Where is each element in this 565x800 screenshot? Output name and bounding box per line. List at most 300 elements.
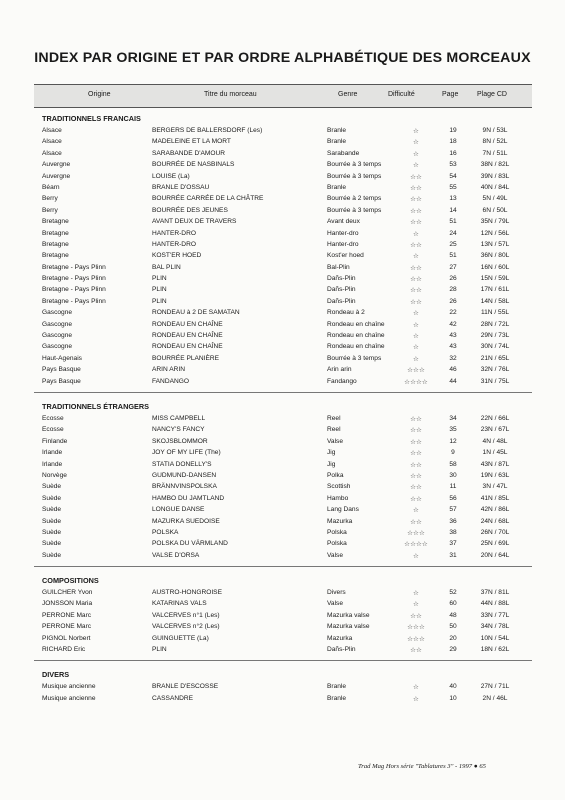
table-row — [0, 437, 565, 448]
cell-origin: Haut-Agenais — [42, 354, 82, 362]
cell-genre: Rondeau à 2 — [327, 309, 365, 317]
cell-origin: Musique ancienne — [42, 694, 96, 702]
table-row — [0, 448, 565, 459]
cell-cd: 30N / 74L — [480, 343, 510, 351]
cell-title: CASSANDRE — [152, 694, 194, 702]
cell-difficulty: ☆☆ — [410, 173, 422, 181]
cell-cd: 44N / 88L — [480, 600, 510, 608]
cell-difficulty: ☆ — [413, 150, 419, 158]
table-row — [0, 611, 565, 622]
cell-difficulty: ☆☆ — [410, 241, 422, 249]
cell-cd: 16N / 60L — [480, 263, 510, 271]
table-row — [0, 682, 565, 693]
cell-page: 43 — [449, 343, 457, 351]
cell-genre: Arin arin — [327, 366, 352, 374]
table-row — [0, 308, 565, 319]
cell-cd: 27N / 71L — [480, 683, 510, 691]
cell-difficulty: ☆☆ — [410, 461, 422, 469]
cell-title: RONDEAU EN CHAÎNE — [152, 332, 223, 340]
cell-title: GUINGUETTE (La) — [152, 634, 209, 642]
table-row — [0, 505, 565, 516]
cell-page: 60 — [449, 600, 457, 608]
cell-cd: 13N / 57L — [480, 240, 510, 248]
cell-origin: Ecosse — [42, 426, 64, 434]
cell-title: RONDEAU à 2 DE SAMATAN — [152, 309, 240, 317]
cell-title: BRÄNNVINSPOLSKA — [152, 483, 217, 491]
cell-title: BRANLE D'ESCOSSE — [152, 683, 219, 691]
table-row — [0, 297, 565, 308]
cell-difficulty: ☆☆ — [410, 472, 422, 480]
cell-difficulty: ☆☆ — [410, 219, 422, 227]
cell-page: 20 — [449, 634, 457, 642]
table-row — [0, 342, 565, 353]
cell-genre: Mazurka valse — [327, 623, 370, 631]
cell-difficulty: ☆ — [413, 333, 419, 341]
cell-difficulty: ☆ — [413, 139, 419, 147]
cell-difficulty: ☆ — [413, 507, 419, 515]
cell-title: HANTER-DRO — [152, 240, 196, 248]
cell-cd: 28N / 72L — [480, 320, 510, 328]
cell-origin: Auvergne — [42, 161, 71, 169]
cell-title: ARIN ARIN — [152, 366, 185, 374]
cell-genre: Reel — [327, 426, 341, 434]
cell-genre: Bourrée à 3 temps — [327, 354, 382, 362]
cell-origin: Suède — [42, 540, 62, 548]
cell-difficulty: ☆☆ — [410, 450, 422, 458]
cell-cd: 6N / 50L — [482, 206, 508, 214]
cell-title: MISS CAMPBELL — [152, 414, 206, 422]
cell-origin: Norvège — [42, 471, 67, 479]
cell-cd: 25N / 69L — [480, 540, 510, 548]
cell-origin: Suède — [42, 528, 62, 536]
cell-genre: Branle — [327, 683, 347, 691]
cell-page: 27 — [449, 263, 457, 271]
table-row — [0, 494, 565, 505]
cell-genre: Jig — [327, 460, 336, 468]
cell-genre: Lang Dans — [327, 506, 359, 514]
cell-title: KATARINAS VALS — [152, 600, 207, 608]
cell-page: 56 — [449, 494, 457, 502]
cell-cd: 41N / 85L — [480, 494, 510, 502]
table-row — [0, 634, 565, 645]
cell-difficulty: ☆☆ — [410, 264, 422, 272]
section-divider — [34, 392, 532, 393]
cell-difficulty: ☆ — [413, 684, 419, 692]
cell-genre: Hanter-dro — [327, 229, 359, 237]
cell-page: 35 — [449, 426, 457, 434]
section-heading-label: TRADITIONNELS ÉTRANGERS — [42, 401, 150, 411]
cell-genre: Polka — [327, 471, 344, 479]
section-heading — [0, 570, 565, 588]
cell-title: KOST'ER HOED — [152, 252, 202, 260]
cell-genre: Branle — [327, 183, 347, 191]
section-gap — [0, 562, 565, 570]
table-row — [0, 471, 565, 482]
index-table — [0, 108, 565, 705]
table-row — [0, 263, 565, 274]
cell-cd: 39N / 83L — [480, 172, 510, 180]
cell-origin: Irlande — [42, 460, 63, 468]
cell-genre: Rondeau en chaîne — [327, 343, 385, 351]
cell-page: 44 — [449, 377, 457, 385]
cell-origin: Gascogne — [42, 332, 73, 340]
cell-origin: Alsace — [42, 138, 62, 146]
table-row — [0, 274, 565, 285]
cell-title: NANCY'S FANCY — [152, 426, 205, 434]
cell-difficulty: ☆☆☆☆ — [404, 541, 428, 549]
cell-page: 53 — [449, 161, 457, 169]
cell-origin: Gascogne — [42, 320, 73, 328]
cell-page: 34 — [449, 414, 457, 422]
cell-genre: Sarabande — [327, 149, 360, 157]
cell-difficulty: ☆☆ — [410, 287, 422, 295]
cell-cd: 10N / 54L — [480, 634, 510, 642]
cell-page: 26 — [449, 275, 457, 283]
cell-title: BERGERS DE BALLERSDORF (Les) — [152, 127, 263, 134]
page-footer: Trad Mag Hors série "Tablatures 3" - 1997 ● 65 — [358, 763, 486, 770]
table-row — [0, 320, 565, 331]
cell-origin: Musique ancienne — [42, 683, 96, 691]
table-row — [0, 354, 565, 365]
column-header-origin: Origine — [88, 91, 111, 98]
cell-origin: Bretagne - Pays Plinn — [42, 286, 106, 294]
cell-difficulty: ☆☆ — [410, 184, 422, 192]
cell-cd: 20N / 64L — [480, 551, 510, 559]
cell-page: 25 — [449, 240, 457, 248]
cell-origin: Ecosse — [42, 414, 64, 422]
cell-difficulty: ☆ — [413, 590, 419, 598]
cell-cd: 36N / 80L — [480, 252, 510, 260]
cell-genre: Branle — [327, 694, 347, 702]
cell-origin: Bretagne - Pays Plinn — [42, 275, 106, 283]
cell-page: 32 — [449, 354, 457, 362]
cell-cd: 2N / 46L — [482, 694, 508, 702]
cell-genre: Jig — [327, 449, 336, 457]
cell-difficulty: ☆☆ — [410, 298, 422, 306]
cell-difficulty: ☆☆ — [410, 415, 422, 423]
table-row — [0, 160, 565, 171]
cell-difficulty: ☆ — [413, 253, 419, 261]
cell-cd: 5N / 49L — [482, 195, 508, 203]
cell-genre: Hanter-dro — [327, 240, 359, 248]
cell-page: 38 — [449, 528, 457, 536]
cell-title: PLIN — [152, 297, 167, 305]
column-header-cd: Plage CD — [477, 91, 507, 98]
cell-origin: Alsace — [42, 149, 62, 157]
cell-cd: 26N / 70L — [480, 528, 510, 536]
cell-origin: Pays Basque — [42, 377, 81, 385]
cell-page: 37 — [449, 540, 457, 548]
table-row — [0, 425, 565, 436]
cell-title: STATIA DONELLY'S — [152, 460, 212, 468]
cell-title: AVANT DEUX DE TRAVERS — [152, 218, 237, 226]
cell-page: 51 — [449, 218, 457, 226]
cell-origin: GUILCHER Yvon — [42, 589, 93, 597]
cell-cd: 8N / 52L — [482, 138, 508, 146]
cell-cd: 7N / 51L — [482, 149, 508, 157]
cell-cd: 38N / 82L — [480, 161, 510, 169]
cell-cd: 19N / 63L — [480, 471, 510, 479]
table-row — [0, 517, 565, 528]
cell-origin: Auvergne — [42, 172, 71, 180]
cell-genre: Reel — [327, 414, 341, 422]
cell-origin: Pays Basque — [42, 366, 81, 374]
cell-page: 28 — [449, 286, 457, 294]
table-row — [0, 285, 565, 296]
table-header — [34, 84, 532, 108]
cell-page: 30 — [449, 471, 457, 479]
cell-origin: Bretagne — [42, 240, 69, 248]
section-gap — [0, 656, 565, 664]
cell-cd: 3N / 47L — [482, 483, 508, 491]
table-row — [0, 149, 565, 160]
cell-title: AUSTRO-HONGROISE — [152, 589, 222, 597]
cell-difficulty: ☆☆ — [410, 196, 422, 204]
section-divider — [34, 566, 532, 567]
cell-page: 12 — [449, 437, 457, 445]
cell-origin: PERRONE Marc — [42, 623, 92, 631]
cell-page: 42 — [449, 320, 457, 328]
cell-genre: Polska — [327, 528, 347, 536]
cell-cd: 33N / 77L — [480, 611, 510, 619]
cell-difficulty: ☆☆ — [410, 518, 422, 526]
cell-page: 46 — [449, 366, 457, 374]
cell-difficulty: ☆ — [413, 601, 419, 609]
table-row — [0, 229, 565, 240]
cell-cd: 15N / 59L — [480, 275, 510, 283]
cell-origin: Suède — [42, 483, 62, 491]
cell-cd: 29N / 73L — [480, 332, 510, 340]
cell-genre: Hambo — [327, 494, 349, 502]
cell-page: 48 — [449, 611, 457, 619]
cell-cd: 14N / 58L — [480, 297, 510, 305]
cell-title: LOUISE (La) — [152, 172, 190, 180]
cell-genre: Avant deux — [327, 218, 360, 226]
cell-page: 18 — [449, 138, 457, 146]
section-gap — [0, 388, 565, 396]
cell-origin: Béarn — [42, 183, 60, 191]
cell-origin: Suède — [42, 517, 62, 525]
cell-genre: Branle — [327, 138, 347, 146]
cell-origin: Gascogne — [42, 343, 73, 351]
cell-title: PLIN — [152, 646, 167, 654]
cell-genre: Dañs-Plin — [327, 297, 356, 305]
table-row — [0, 126, 565, 137]
cell-difficulty: ☆☆☆ — [407, 367, 425, 375]
cell-cd: 31N / 75L — [480, 377, 510, 385]
cell-title: HAMBO DU JAMTLAND — [152, 494, 225, 502]
cell-origin: Bretagne — [42, 218, 69, 226]
cell-difficulty: ☆☆☆☆ — [404, 378, 428, 386]
cell-genre: Polska — [327, 540, 347, 548]
cell-genre: Bal-Plin — [327, 263, 350, 271]
cell-title: FANDANGO — [152, 377, 190, 385]
table-row — [0, 240, 565, 251]
section-heading-label: COMPOSITIONS — [42, 576, 99, 586]
cell-difficulty: ☆☆☆ — [407, 624, 425, 632]
cell-difficulty: ☆ — [413, 162, 419, 170]
table-row — [0, 528, 565, 539]
cell-cd: 24N / 68L — [480, 517, 510, 525]
cell-origin: Berry — [42, 195, 58, 203]
cell-page: 26 — [449, 297, 457, 305]
cell-genre: Bourrée à 3 temps — [327, 161, 382, 169]
table-row — [0, 217, 565, 228]
cell-genre: Rondeau en chaîne — [327, 320, 385, 328]
cell-page: 22 — [449, 309, 457, 317]
table-row — [0, 645, 565, 656]
cell-genre: Mazurka — [327, 634, 353, 642]
cell-page: 16 — [449, 149, 457, 157]
cell-origin: JONSSON Maria — [42, 600, 93, 608]
cell-page: 50 — [449, 623, 457, 631]
cell-difficulty: ☆☆ — [410, 612, 422, 620]
cell-difficulty: ☆☆ — [410, 647, 422, 655]
cell-cd: 43N / 87L — [480, 460, 510, 468]
cell-genre: Bourrée à 2 temps — [327, 195, 382, 203]
cell-cd: 12N / 56L — [480, 229, 510, 237]
cell-origin: PERRONE Marc — [42, 611, 92, 619]
cell-genre: Mazurka valse — [327, 611, 370, 619]
table-row — [0, 460, 565, 471]
cell-genre: Valse — [327, 437, 344, 445]
cell-page: 52 — [449, 589, 457, 597]
cell-title: POLSKA DU VÄRMLAND — [152, 540, 228, 548]
table-row — [0, 137, 565, 148]
cell-difficulty: ☆ — [413, 355, 419, 363]
cell-title: VALCERVES n°2 (Les) — [152, 623, 220, 631]
cell-difficulty: ☆☆☆ — [407, 635, 425, 643]
cell-title: BOURRÉE PLANIÈRE — [152, 354, 220, 362]
cell-title: PLIN — [152, 286, 167, 294]
table-row — [0, 588, 565, 599]
cell-cd: 11N / 55L — [480, 309, 510, 317]
cell-origin: Alsace — [42, 127, 62, 134]
cell-title: VALSE D'ORSA — [152, 551, 200, 559]
cell-page: 29 — [449, 646, 457, 654]
cell-origin: Suède — [42, 506, 62, 514]
table-row — [0, 172, 565, 183]
cell-origin: Finlande — [42, 437, 68, 445]
column-header-title: Titre du morceau — [204, 91, 257, 98]
cell-title: JOY OF MY LIFE (The) — [152, 449, 221, 457]
cell-difficulty: ☆☆ — [410, 276, 422, 284]
table-row — [0, 622, 565, 633]
cell-title: BOURRÉE DES JEUNES — [152, 206, 228, 214]
cell-difficulty: ☆☆ — [410, 438, 422, 446]
cell-genre: Bourrée à 3 temps — [327, 206, 382, 214]
cell-cd: 40N / 84L — [480, 183, 510, 191]
cell-genre: Dañs-Plin — [327, 646, 356, 654]
cell-page: 43 — [449, 332, 457, 340]
table-row — [0, 206, 565, 217]
cell-title: BOURRÉE CARRÉE DE LA CHÂTRE — [152, 195, 264, 203]
cell-origin: Bretagne — [42, 229, 69, 237]
section-heading — [0, 664, 565, 682]
cell-genre: Bourrée à 3 temps — [327, 172, 382, 180]
cell-page: 10 — [449, 694, 457, 702]
cell-page: 24 — [449, 229, 457, 237]
table-row — [0, 539, 565, 550]
cell-origin: Irlande — [42, 449, 63, 457]
cell-difficulty: ☆ — [413, 128, 419, 135]
table-row — [0, 251, 565, 262]
cell-title: MADELEINE ET LA MORT — [152, 138, 231, 146]
section-heading — [0, 396, 565, 414]
cell-genre: Branle — [327, 127, 347, 134]
cell-title: POLSKA — [152, 528, 179, 536]
section-heading — [0, 108, 565, 126]
cell-genre: Divers — [327, 589, 346, 597]
cell-page: 19 — [449, 127, 457, 134]
cell-page: 11 — [449, 483, 457, 491]
cell-cd: 9N / 53L — [482, 127, 508, 134]
cell-page: 57 — [449, 506, 457, 514]
cell-cd: 34N / 78L — [480, 623, 510, 631]
cell-difficulty: ☆☆ — [410, 495, 422, 503]
table-row — [0, 694, 565, 705]
cell-cd: 21N / 65L — [480, 354, 510, 362]
cell-origin: Gascogne — [42, 309, 73, 317]
cell-genre: Rondeau en chaîne — [327, 332, 385, 340]
cell-title: SARABANDE D'AMOUR — [152, 149, 226, 157]
table-row — [0, 599, 565, 610]
table-row — [0, 183, 565, 194]
cell-page: 54 — [449, 172, 457, 180]
cell-genre: Scottish — [327, 483, 351, 491]
cell-title: MAZURKA SUEDOISE — [152, 517, 220, 525]
cell-difficulty: ☆ — [413, 344, 419, 352]
cell-page: 51 — [449, 252, 457, 260]
cell-genre: Valse — [327, 551, 344, 559]
cell-origin: Bretagne — [42, 252, 69, 260]
cell-cd: 18N / 62L — [480, 646, 510, 654]
cell-title: HANTER-DRO — [152, 229, 196, 237]
cell-title: PLIN — [152, 275, 167, 283]
cell-title: LONGUE DANSE — [152, 506, 205, 514]
cell-cd: 37N / 81L — [480, 589, 510, 597]
cell-genre: Valse — [327, 600, 344, 608]
section-divider — [34, 660, 532, 661]
cell-cd: 23N / 67L — [480, 426, 510, 434]
cell-genre: Fandango — [327, 377, 357, 385]
cell-genre: Kost'er hoed — [327, 252, 364, 260]
cell-title: GUDMUND-DANSEN — [152, 471, 217, 479]
cell-origin: PIGNOL Norbert — [42, 634, 91, 642]
cell-page: 9 — [451, 449, 455, 457]
cell-cd: 42N / 86L — [480, 506, 510, 514]
cell-genre: Dañs-Plin — [327, 286, 356, 294]
table-row — [0, 377, 565, 388]
cell-difficulty: ☆ — [413, 310, 419, 318]
table-row — [0, 365, 565, 376]
cell-page: 36 — [449, 517, 457, 525]
cell-title: BOURRÉE DE NASBINALS — [152, 161, 235, 169]
cell-cd: 1N / 45L — [482, 449, 508, 457]
cell-origin: Bretagne - Pays Plinn — [42, 297, 106, 305]
cell-origin: Suède — [42, 551, 62, 559]
cell-difficulty: ☆ — [413, 552, 419, 560]
cell-title: BAL PLIN — [152, 263, 181, 271]
cell-page: 55 — [449, 183, 457, 191]
column-header-genre: Genre — [338, 91, 358, 98]
cell-title: RONDEAU EN CHAÎNE — [152, 320, 223, 328]
table-row — [0, 551, 565, 562]
cell-origin: Berry — [42, 206, 58, 214]
cell-difficulty: ☆ — [413, 695, 419, 703]
cell-title: RONDEAU EN CHAÎNE — [152, 343, 223, 351]
column-header-page: Page — [442, 91, 459, 98]
